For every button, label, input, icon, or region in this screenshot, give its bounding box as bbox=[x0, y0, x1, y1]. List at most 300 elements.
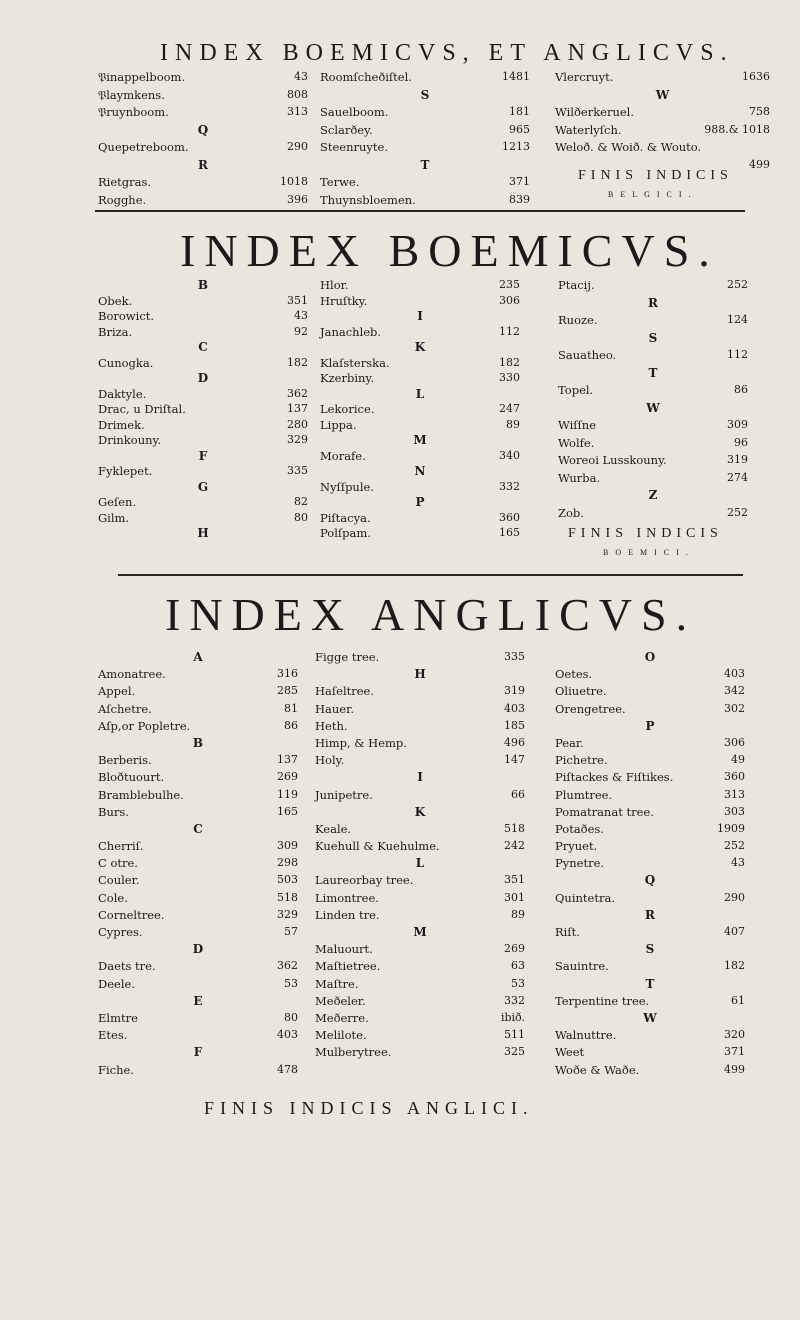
entry-page: 137 bbox=[277, 753, 298, 767]
entry-term: Rogghe. bbox=[98, 192, 147, 207]
index-entry bbox=[555, 123, 770, 141]
entry-term: Maſtre. bbox=[315, 976, 359, 991]
entry-term: Cole. bbox=[98, 890, 128, 905]
entry-term: Cypres. bbox=[98, 925, 143, 939]
entry-term: Wiſſne bbox=[558, 418, 597, 432]
index-entry bbox=[320, 193, 530, 211]
entry-term: Pear. bbox=[555, 735, 584, 750]
divider-1 bbox=[95, 210, 745, 212]
section-letter: S bbox=[648, 330, 658, 345]
index-entry bbox=[555, 736, 745, 753]
boemic-title: INDEX BOEMICVS. bbox=[180, 225, 719, 276]
entry-term: Wurba. bbox=[558, 470, 601, 485]
index-entry bbox=[558, 278, 748, 296]
section-letter: R bbox=[645, 907, 655, 922]
entry-term: Hlor. bbox=[320, 278, 349, 292]
entry-page: 165 bbox=[499, 526, 520, 539]
index-entry bbox=[555, 822, 745, 839]
entry-term: 𝔓laymkens. bbox=[98, 87, 165, 102]
index-entry bbox=[558, 471, 748, 489]
entry-term: Etes. bbox=[98, 1028, 128, 1043]
entry-term: Himp, & Hemp. bbox=[315, 735, 407, 750]
index-entry bbox=[320, 480, 520, 496]
entry-page: 362 bbox=[287, 386, 308, 400]
entry-page: 403 bbox=[724, 667, 745, 681]
entry-page: 86 bbox=[734, 383, 748, 396]
entry-term: Woðe & Waðe. bbox=[555, 1062, 640, 1077]
entry-page: 496 bbox=[504, 735, 525, 749]
entry-page: 360 bbox=[499, 510, 520, 524]
section-letter: W bbox=[646, 400, 660, 415]
entry-page: 57 bbox=[284, 925, 298, 938]
entry-page: 92 bbox=[294, 324, 308, 338]
entry-page: 518 bbox=[504, 821, 525, 835]
entry-term: Plumtree. bbox=[555, 787, 613, 802]
index-entry bbox=[315, 994, 525, 1011]
entry-term: Steenruyte. bbox=[320, 140, 389, 154]
index-entry bbox=[555, 702, 745, 719]
entry-term: Topel. bbox=[558, 383, 594, 397]
entry-page: 80 bbox=[294, 510, 308, 524]
index-entry bbox=[555, 667, 745, 684]
index-entry bbox=[98, 977, 298, 994]
entry-page: 808 bbox=[287, 87, 308, 101]
entry-term: Haſeltree. bbox=[315, 684, 375, 699]
index-entry bbox=[555, 753, 745, 770]
entry-term: Ptacij. bbox=[558, 278, 595, 292]
entry-page: 1018 bbox=[280, 175, 308, 188]
index-entry bbox=[315, 942, 525, 959]
entry-term: Holy. bbox=[315, 753, 345, 768]
index-entry bbox=[98, 702, 298, 719]
section-letter: Q bbox=[197, 122, 209, 137]
entry-page: 371 bbox=[509, 175, 530, 188]
entry-term: Klaſsterska. bbox=[320, 355, 390, 370]
index-entry bbox=[315, 753, 525, 770]
index-entry bbox=[555, 856, 745, 873]
index-entry bbox=[315, 839, 525, 856]
entry-term: Geſen. bbox=[98, 495, 137, 509]
index-entry bbox=[315, 873, 525, 890]
entry-page: 235 bbox=[499, 278, 520, 291]
entry-term: Vlercruyt. bbox=[555, 70, 614, 84]
entry-page: 63 bbox=[511, 959, 525, 973]
entry-page: ibið. bbox=[500, 1010, 525, 1024]
entry-page: 290 bbox=[287, 140, 308, 153]
index-entry bbox=[98, 325, 308, 341]
entry-term: Linden tre. bbox=[315, 907, 380, 922]
index-entry bbox=[320, 105, 530, 123]
index-entry bbox=[320, 278, 520, 294]
entry-page: 332 bbox=[499, 479, 520, 493]
entry-page: 124 bbox=[727, 313, 748, 326]
entry-term: Kuehull & Kuehulme. bbox=[315, 839, 440, 854]
entry-term: Limontree. bbox=[315, 890, 379, 905]
entry-page: 81 bbox=[284, 701, 298, 715]
entry-page: 303 bbox=[724, 804, 745, 818]
entry-term: Maluourt. bbox=[315, 942, 373, 957]
section-letter: T bbox=[420, 157, 430, 172]
entry-term: Figge tree. bbox=[315, 650, 380, 664]
entry-term: Gilm. bbox=[98, 510, 130, 525]
entry-term: Deele. bbox=[98, 976, 135, 991]
section-letter: S bbox=[645, 942, 655, 957]
entry-term: Meðerre. bbox=[315, 1010, 369, 1025]
entry-page: 988.& 1018 bbox=[704, 122, 770, 136]
entry-page: 269 bbox=[504, 942, 525, 956]
entry-term: Zob. bbox=[558, 505, 584, 520]
entry-term: Couler. bbox=[98, 873, 140, 888]
entry-term: Lekorice. bbox=[320, 402, 375, 416]
entry-term: Piſtackes & Fiſtikes. bbox=[555, 770, 674, 785]
entry-page: 269 bbox=[277, 770, 298, 784]
index-entry bbox=[320, 449, 520, 465]
entry-page: 301 bbox=[504, 890, 525, 904]
entry-term: Aſp,or Popletre. bbox=[98, 718, 191, 733]
entry-term: Weloð. & Woið. & Wouto. bbox=[555, 140, 702, 154]
boemic-finis: FINIS INDICIS bbox=[568, 526, 723, 541]
entry-page: 306 bbox=[499, 293, 520, 307]
index-entry bbox=[558, 418, 748, 436]
entry-term: Sauelboom. bbox=[320, 105, 389, 119]
entry-term: Pomatranat tree. bbox=[555, 804, 654, 819]
entry-term: Quepetreboom. bbox=[98, 140, 189, 154]
index-entry bbox=[98, 788, 298, 805]
index-entry bbox=[320, 371, 520, 387]
entry-term: Obek. bbox=[98, 293, 133, 308]
entry-term: Sauintre. bbox=[555, 959, 609, 974]
page-header: INDEX BOEMICVS, ET ANGLICVS. bbox=[160, 40, 734, 66]
anglic-finis: FINIS INDICIS ANGLICI. bbox=[204, 1098, 534, 1118]
entry-term: Thuynsbloemen. bbox=[320, 192, 416, 207]
entry-term: Corneltree. bbox=[98, 907, 165, 922]
index-entry bbox=[555, 925, 745, 942]
section-letter: S bbox=[420, 87, 430, 102]
entry-page: 360 bbox=[724, 770, 745, 784]
index-entry bbox=[555, 770, 745, 787]
entry-page: 89 bbox=[511, 907, 525, 921]
index-entry bbox=[315, 977, 525, 994]
index-entry bbox=[98, 511, 308, 527]
index-entry bbox=[555, 959, 745, 976]
section-letter: F bbox=[193, 1045, 203, 1060]
belgic-column-2 bbox=[320, 70, 530, 210]
section-letter: L bbox=[415, 386, 425, 401]
section-letter: T bbox=[645, 976, 655, 991]
entry-term: Cherriſ. bbox=[98, 839, 144, 854]
entry-term: Bramblebulhe. bbox=[98, 787, 184, 802]
entry-page: 112 bbox=[499, 324, 520, 338]
index-entry bbox=[98, 839, 298, 856]
index-entry bbox=[320, 123, 530, 141]
entry-page: 965 bbox=[509, 122, 530, 136]
entry-term: Drimek. bbox=[98, 417, 145, 432]
entry-term: Oetes. bbox=[555, 667, 593, 682]
index-entry bbox=[320, 175, 530, 193]
boemic-column-2 bbox=[320, 278, 520, 542]
section-letter: P bbox=[415, 495, 425, 509]
index-entry bbox=[98, 387, 308, 403]
entry-term: Janachleb. bbox=[320, 324, 382, 339]
entry-term: Berberis. bbox=[98, 753, 152, 768]
index-entry bbox=[315, 719, 525, 736]
entry-term: Daktyle. bbox=[98, 386, 147, 401]
entry-term: Wilðerkeruel. bbox=[555, 105, 635, 119]
entry-term: Waterlyſch. bbox=[555, 122, 622, 137]
entry-page: 43 bbox=[731, 856, 745, 870]
entry-page: 407 bbox=[724, 925, 745, 938]
index-entry bbox=[98, 433, 308, 449]
index-entry bbox=[98, 140, 308, 158]
boemic-column-1 bbox=[98, 278, 308, 542]
entry-term: Keale. bbox=[315, 821, 352, 836]
entry-page: 351 bbox=[504, 873, 525, 887]
index-entry bbox=[555, 1028, 745, 1045]
entry-page: 247 bbox=[499, 402, 520, 415]
entry-page: 242 bbox=[504, 839, 525, 853]
entry-term: Melilote. bbox=[315, 1028, 367, 1043]
entry-page: 66 bbox=[511, 787, 525, 801]
entry-term: Walnuttre. bbox=[555, 1028, 617, 1043]
entry-page: 503 bbox=[277, 873, 298, 887]
entry-page: 342 bbox=[724, 684, 745, 698]
entry-page: 340 bbox=[499, 448, 520, 462]
anglic-column-2 bbox=[315, 650, 525, 1063]
index-entry bbox=[98, 959, 298, 976]
index-entry bbox=[98, 684, 298, 701]
entry-page: 316 bbox=[277, 667, 298, 681]
index-entry bbox=[555, 140, 770, 158]
entry-page: 478 bbox=[277, 1062, 298, 1076]
entry-page: 1909 bbox=[717, 821, 745, 835]
index-entry bbox=[98, 309, 308, 325]
index-entry bbox=[98, 925, 298, 942]
section-letter: P bbox=[645, 718, 655, 733]
section-letter: G bbox=[197, 479, 209, 494]
entry-term: Quintetra. bbox=[555, 890, 615, 905]
section-letter: H bbox=[414, 667, 426, 682]
section-letter: O bbox=[644, 650, 656, 664]
entry-term: Wolfe. bbox=[558, 435, 595, 450]
entry-page: 335 bbox=[287, 464, 308, 477]
entry-page: 403 bbox=[277, 1028, 298, 1042]
entry-term: Fyklepet. bbox=[98, 464, 153, 478]
entry-term: Ruoze. bbox=[558, 313, 598, 327]
belgic-finis: FINIS INDICIS bbox=[578, 168, 733, 183]
index-entry bbox=[558, 453, 748, 471]
entry-page: 252 bbox=[727, 505, 748, 519]
entry-page: 320 bbox=[724, 1028, 745, 1042]
entry-term: Hruſtky. bbox=[320, 293, 368, 308]
index-entry bbox=[320, 526, 520, 542]
index-entry bbox=[315, 822, 525, 839]
index-entry bbox=[98, 175, 308, 193]
entry-page: 1481 bbox=[502, 70, 530, 83]
entry-page: 351 bbox=[287, 293, 308, 307]
index-entry bbox=[558, 436, 748, 454]
index-entry bbox=[320, 511, 520, 527]
entry-term: Nyſſpule. bbox=[320, 479, 374, 494]
entry-term: Amonatree. bbox=[98, 667, 166, 682]
index-entry bbox=[98, 1028, 298, 1045]
divider-2 bbox=[118, 574, 743, 576]
section-letter: B bbox=[197, 278, 209, 292]
entry-page: 302 bbox=[724, 701, 745, 715]
index-entry bbox=[555, 805, 745, 822]
entry-term: C otre. bbox=[98, 856, 138, 871]
index-entry bbox=[315, 1011, 525, 1028]
index-entry bbox=[555, 839, 745, 856]
entry-page: 499 bbox=[724, 1062, 745, 1076]
entry-page: 319 bbox=[727, 453, 748, 466]
entry-page: 137 bbox=[287, 402, 308, 415]
entry-term: Kzerbiny. bbox=[320, 371, 375, 385]
belgic-column-1 bbox=[98, 70, 308, 210]
index-entry bbox=[315, 650, 525, 667]
section-letter: T bbox=[648, 365, 658, 380]
entry-page: 839 bbox=[509, 192, 530, 206]
index-entry bbox=[555, 1045, 745, 1062]
index-entry bbox=[98, 70, 308, 88]
index-entry bbox=[98, 1063, 298, 1080]
entry-term: Briza. bbox=[98, 324, 133, 339]
index-entry bbox=[558, 348, 748, 366]
entry-page: 80 bbox=[284, 1010, 298, 1024]
index-entry bbox=[98, 495, 308, 511]
index-entry bbox=[555, 788, 745, 805]
entry-term: Sclarðey. bbox=[320, 122, 373, 137]
entry-term: Bloðtuourt. bbox=[98, 770, 165, 785]
entry-page: 280 bbox=[287, 417, 308, 431]
section-letter: K bbox=[414, 804, 426, 819]
index-entry bbox=[315, 788, 525, 805]
index-entry bbox=[320, 356, 520, 372]
section-letter: E bbox=[193, 993, 203, 1008]
entry-term: Daets tre. bbox=[98, 959, 156, 974]
entry-term: Pichetre. bbox=[555, 753, 608, 768]
entry-page: 252 bbox=[727, 278, 748, 291]
index-entry bbox=[98, 805, 298, 822]
entry-term: Oliuetre. bbox=[555, 684, 607, 699]
section-letter: L bbox=[415, 856, 425, 871]
section-letter: I bbox=[417, 770, 423, 785]
entry-term: Aſchetre. bbox=[98, 701, 152, 716]
entry-page: 319 bbox=[504, 684, 525, 698]
belgic-finis-sub: BELGICI. bbox=[608, 190, 698, 199]
entry-term: Appel. bbox=[98, 684, 136, 699]
entry-page: 61 bbox=[731, 993, 745, 1007]
index-entry bbox=[315, 736, 525, 753]
section-letter: A bbox=[193, 650, 203, 664]
section-letter: W bbox=[655, 87, 670, 102]
index-entry bbox=[98, 294, 308, 310]
entry-term: Woreoi Lusskouny. bbox=[558, 453, 667, 467]
index-entry bbox=[315, 908, 525, 925]
anglic-column-1 bbox=[98, 650, 298, 1080]
entry-term: 𝔓inappelboom. bbox=[98, 70, 186, 84]
index-entry bbox=[98, 873, 298, 890]
entry-page: 362 bbox=[277, 959, 298, 973]
index-entry bbox=[98, 667, 298, 684]
entry-page: 86 bbox=[284, 718, 298, 732]
index-entry bbox=[320, 325, 520, 341]
entry-page: 332 bbox=[504, 993, 525, 1007]
section-letter: C bbox=[198, 340, 208, 354]
entry-page: 182 bbox=[499, 355, 520, 369]
entry-term: Heth. bbox=[315, 718, 348, 733]
entry-page: 182 bbox=[287, 355, 308, 369]
entry-page: 313 bbox=[724, 787, 745, 801]
index-entry bbox=[320, 140, 530, 158]
entry-term: Junipetre. bbox=[315, 787, 373, 802]
entry-term: Laureorbay tree. bbox=[315, 873, 414, 888]
index-entry bbox=[98, 418, 308, 434]
entry-page: 96 bbox=[734, 435, 748, 449]
entry-page: 274 bbox=[727, 470, 748, 484]
entry-page: 252 bbox=[724, 839, 745, 853]
index-entry bbox=[555, 1063, 745, 1080]
index-entry bbox=[98, 753, 298, 770]
entry-term: Borowict. bbox=[98, 309, 155, 323]
section-letter: D bbox=[197, 371, 209, 385]
entry-page: 165 bbox=[277, 804, 298, 818]
belgic-column-3 bbox=[555, 70, 770, 175]
entry-page: 325 bbox=[504, 1045, 525, 1059]
entry-page: 511 bbox=[504, 1028, 525, 1042]
entry-term: Hauer. bbox=[315, 701, 354, 716]
section-letter: M bbox=[413, 433, 427, 447]
entry-term: Elmtre bbox=[98, 1010, 138, 1025]
entry-term: Cunogka. bbox=[98, 355, 154, 370]
entry-term: Terwe. bbox=[320, 175, 360, 189]
section-letter: F bbox=[198, 448, 208, 463]
index-entry bbox=[98, 356, 308, 372]
section-letter: D bbox=[192, 942, 204, 957]
boemic-column-3 bbox=[558, 278, 748, 523]
entry-page: 758 bbox=[749, 105, 770, 118]
section-letter: W bbox=[643, 1010, 657, 1025]
entry-term: Burs. bbox=[98, 804, 129, 819]
entry-term: Drac, u Driſtal. bbox=[98, 402, 186, 416]
section-letter: I bbox=[417, 309, 423, 323]
entry-page: 371 bbox=[724, 1045, 745, 1059]
entry-page: 53 bbox=[284, 976, 298, 990]
entry-page: 329 bbox=[277, 907, 298, 921]
entry-term: Pryuet. bbox=[555, 839, 598, 854]
entry-page: 298 bbox=[277, 856, 298, 870]
boemic-finis-sub: BOEMICI. bbox=[603, 548, 695, 557]
entry-term: Terpentine tree. bbox=[555, 993, 650, 1008]
index-entry bbox=[98, 88, 308, 106]
entry-page: 49 bbox=[731, 753, 745, 767]
entry-page: 89 bbox=[506, 417, 520, 431]
index-entry bbox=[98, 770, 298, 787]
index-entry bbox=[558, 313, 748, 331]
anglic-title: INDEX ANGLICVS. bbox=[165, 589, 697, 640]
index-entry bbox=[555, 70, 770, 88]
entry-term: Polſpam. bbox=[320, 526, 371, 540]
entry-term: Mulberytree. bbox=[315, 1045, 392, 1060]
entry-page: 82 bbox=[294, 495, 308, 508]
section-letter: R bbox=[198, 157, 208, 172]
section-letter: N bbox=[414, 464, 426, 478]
entry-page: 1213 bbox=[502, 140, 530, 153]
entry-page: 329 bbox=[287, 433, 308, 446]
entry-page: 313 bbox=[287, 105, 308, 118]
index-entry bbox=[98, 464, 308, 480]
entry-page: 182 bbox=[724, 959, 745, 973]
index-entry bbox=[315, 891, 525, 908]
